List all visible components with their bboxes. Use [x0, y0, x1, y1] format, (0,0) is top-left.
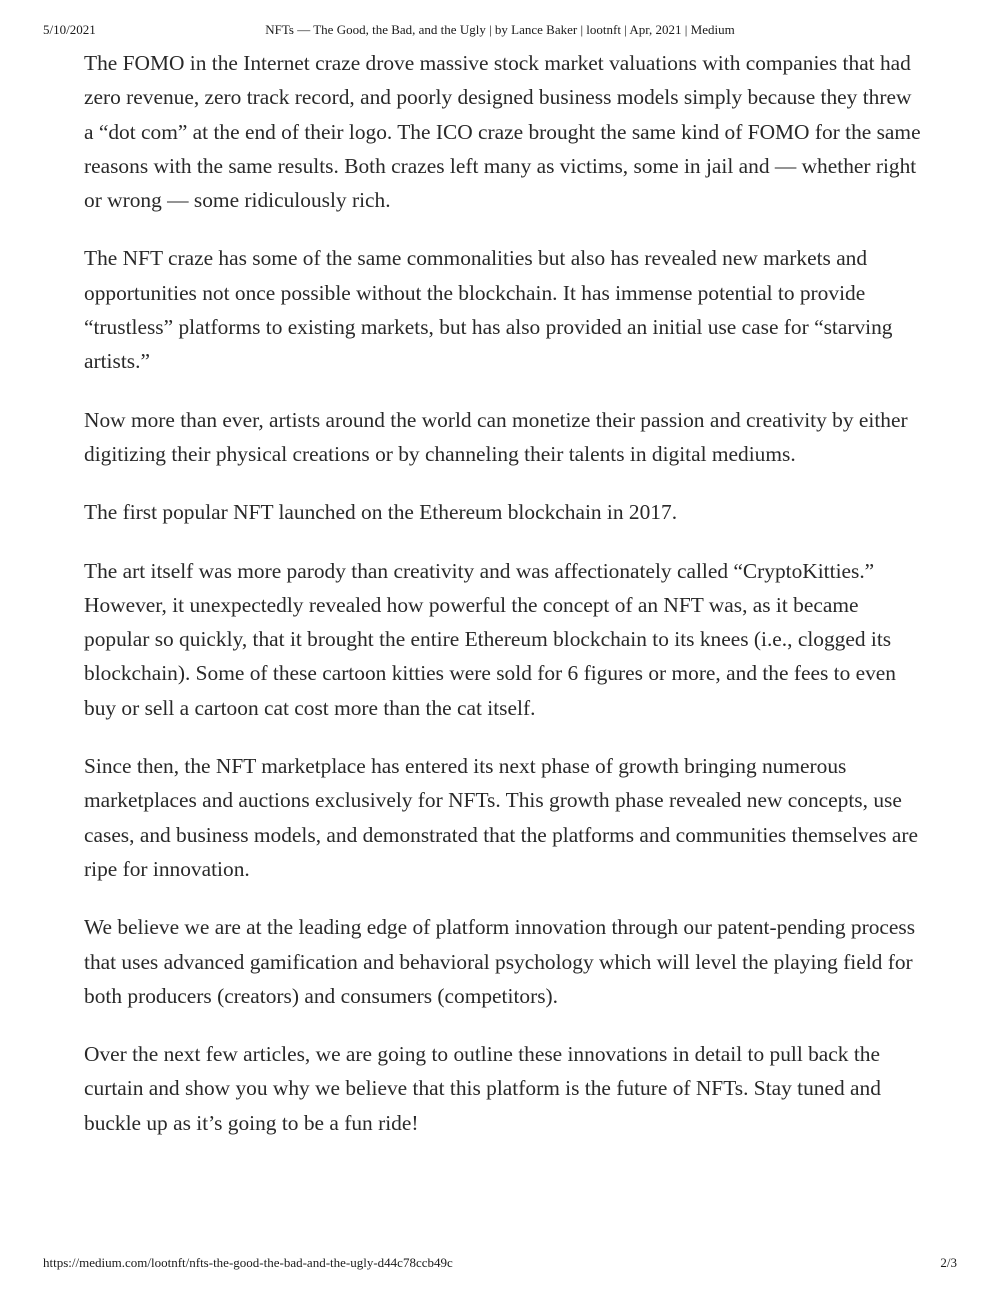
page-number: 2/3 [940, 1255, 957, 1270]
article-paragraph: The first popular NFT launched on the Ethereum blockchain in 2017. [84, 500, 678, 525]
print-header [0, 22, 1000, 42]
article-paragraph: Now more than ever, artists around the world can monetize their passion and creativity by either digitizing their physical creations or by channeling their talents in digital mediums. [84, 407, 908, 466]
page-title: NFTs — The Good, the Bad, and the Ugly | by Lance Baker | lootnft | Apr, 2021 | Medium [265, 22, 735, 37]
article-body [84, 46, 924, 1164]
print-date: 5/10/2021 [43, 22, 96, 37]
article-paragraph: The NFT craze has some of the same commonalities but also has revealed new markets and opportunities not once possible without the blockchain. It has immense potential to provide “trustless” platforms to existing markets, but has also provided an initial use case for “starving artists.” [84, 246, 893, 374]
article-paragraph: We believe we are at the leading edge of platform innovation through our patent-pending process that uses advanced gamification and behavioral psychology which will level the playing field for both producers (creators) and consumers (competitors). [84, 915, 916, 1008]
article-paragraph: Since then, the NFT marketplace has entered its next phase of growth bringing numerous marketplaces and auctions exclusively for NFTs. This growth phase revealed new concepts, use cases, and business models, and demonstrated that the platforms and communities themselves are ripe for innovation. [84, 754, 919, 881]
article-paragraph: Over the next few articles, we are going to outline these innovations in detail to pull back the curtain and show you why we believe that this platform is the future of NFTs. Stay tuned and buckle up as it’s going to be a fun ride! [84, 1042, 881, 1135]
page-url: https://medium.com/lootnft/nfts-the-good-the-bad-and-the-ugly-d44c78ccb49c [43, 1255, 453, 1270]
print-footer [0, 1255, 1000, 1275]
article-paragraph: The FOMO in the Internet craze drove massive stock market valuations with companies that had zero revenue, zero track record, and poorly designed business models simply because they threw a “dot com” at the end of their logo. The ICO craze brought the same kind of FOMO for the same reasons with the same results. Both crazes left many as victims, some in jail and — whether right or wrong — some ridiculously rich. [84, 51, 921, 213]
article-paragraph: The art itself was more parody than creativity and was affectionately called “CryptoKitties.” However, it unexpectedly revealed how powerful the concept of an NFT was, as it became popular so quickly, that it brought the entire Ethereum blockchain to its knees (i.e., clogged its blockchain). Some of these cartoon kitties were sold for 6 figures or more, and the fees to even buy or sell a cartoon cat cost more than the cat itself. [84, 558, 896, 720]
